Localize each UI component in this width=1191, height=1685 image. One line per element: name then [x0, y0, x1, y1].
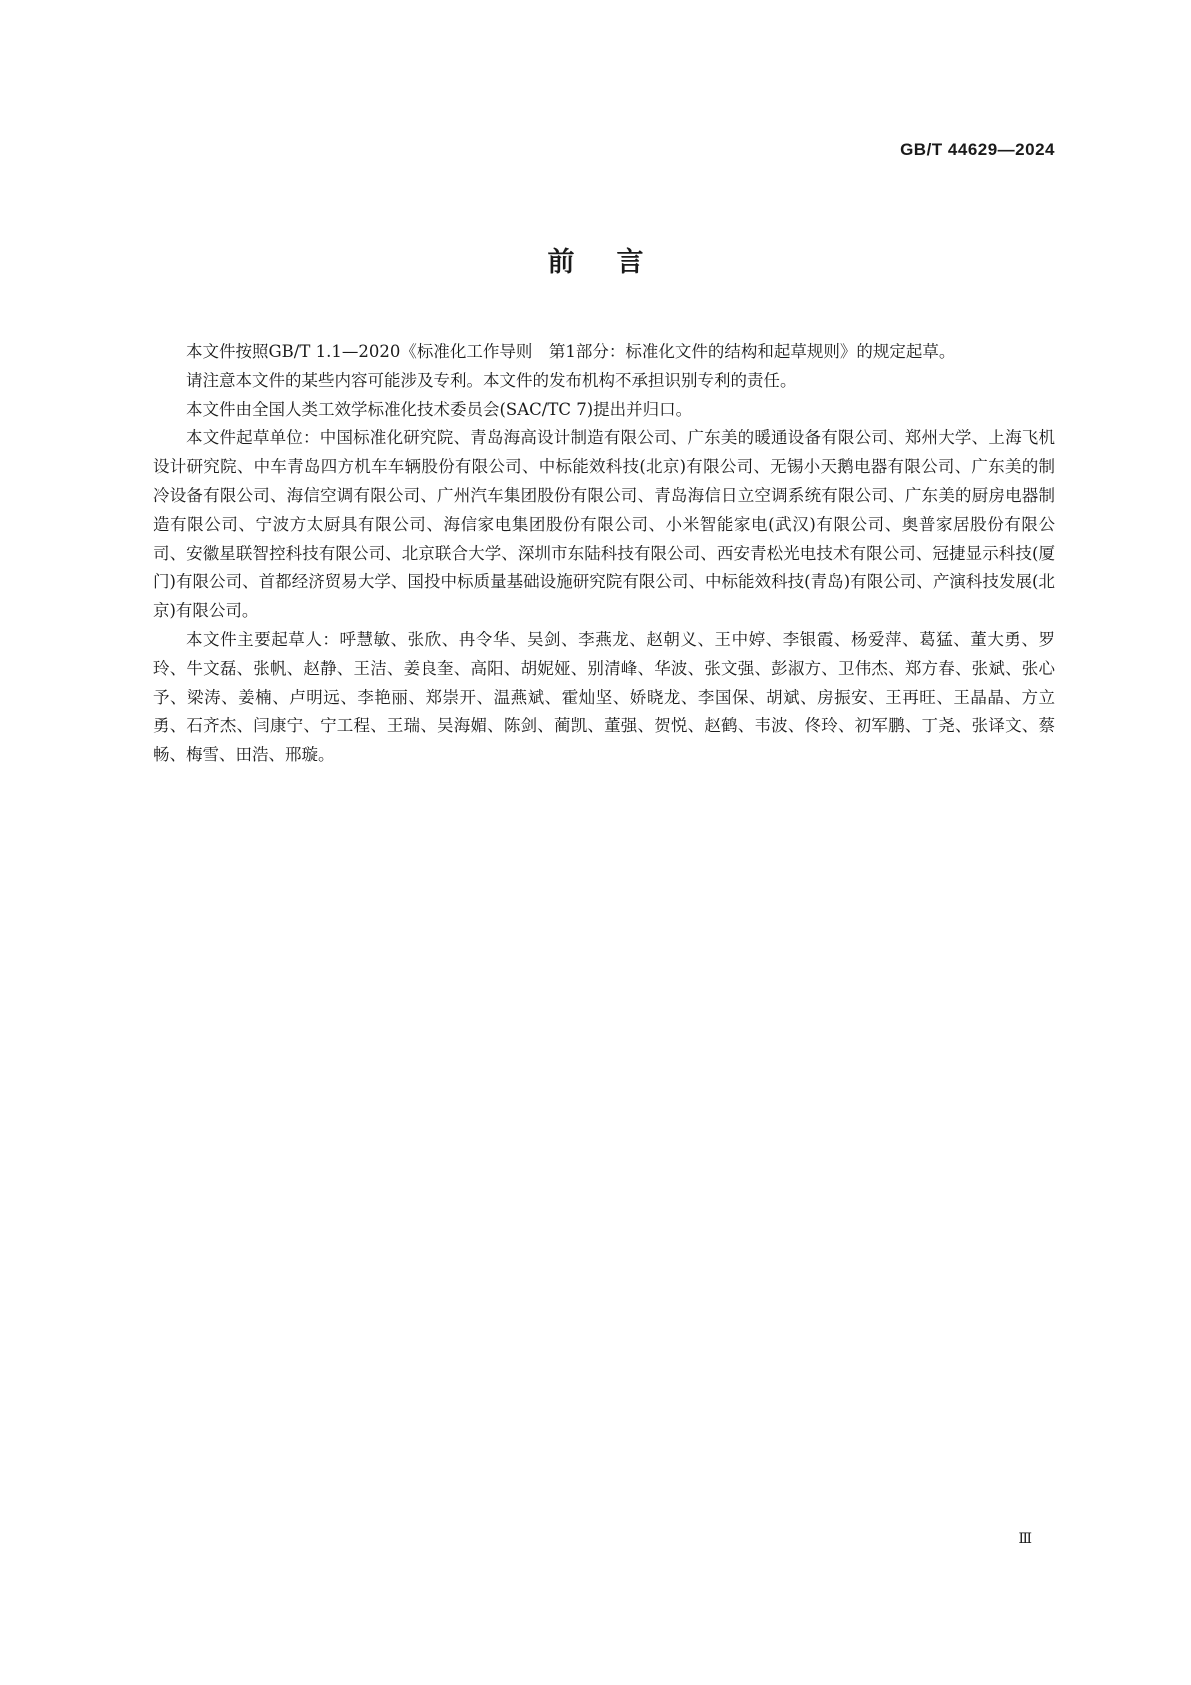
paragraph-drafters: 本文件主要起草人：呼慧敏、张欣、冉令华、吴剑、李燕龙、赵朝义、王中婷、李银霞、杨爱萍、葛猛、董大勇、罗玲、牛文磊、张帆、赵静、王洁、姜良奎、高阳、胡妮娅、别清峰、华波、张文强、彭淑方、卫伟杰、郑方春、张斌、张心予、梁涛、姜楠、卢明远、李艳丽、郑崇开、温燕斌、霍灿坚、娇晓龙、李国保、胡斌、房振安、王再旺、王晶晶、方立勇、石齐杰、闫康宁、宁工程、王瑞、吴海媚、陈剑、蔺凯、董强、贺悦、赵鹤、韦波、佟玲、初军鹏、丁尧、张译文、蔡畅、梅雪、田浩、邢璇。: [153, 629, 1055, 765]
paragraph-patent-notice: 请注意本文件的某些内容可能涉及专利。本文件的发布机构不承担识别专利的责任。: [186, 370, 797, 390]
standard-number: GB/T 44629—2024: [900, 140, 1055, 159]
foreword-body: [153, 338, 1055, 770]
page-number: Ⅲ: [1018, 1531, 1031, 1547]
paragraph-proposer: 本文件由全国人类工效学标准化技术委员会(SAC/TC 7)提出并归口。: [186, 399, 693, 419]
page-title: 前言: [547, 247, 686, 278]
paragraph-drafting-rules: 本文件按照GB/T 1.1—2020《标准化工作导则 第1部分：标准化文件的结构和起草规则》的规定起草。: [186, 342, 956, 361]
paragraph-drafting-organizations: 本文件起草单位：中国标准化研究院、青岛海高设计制造有限公司、广东美的暖通设备有限公司、郑州大学、上海飞机设计研究院、中车青岛四方机车车辆股份有限公司、中标能效科技(北京)有限公司、无锡小天鹅电器有限公司、广东美的制冷设备有限公司、海信空调有限公司、广州汽车集团股份有限公司、青岛海信日立空调系统有限公司、广东美的厨房电器制造有限公司、宁波方太厨具有限公司、海信家电集团股份有限公司、小米智能家电(武汉)有限公司、奥普家居股份有限公司、安徽星联智控科技有限公司、北京联合大学、深圳市东陆科技有限公司、西安青松光电技术有限公司、冠捷显示科技(厦门)有限公司、首都经济贸易大学、国投中标质量基础设施研究院有限公司、中标能效科技(青岛)有限公司、产演科技发展(北京)有限公司。: [153, 428, 1055, 621]
